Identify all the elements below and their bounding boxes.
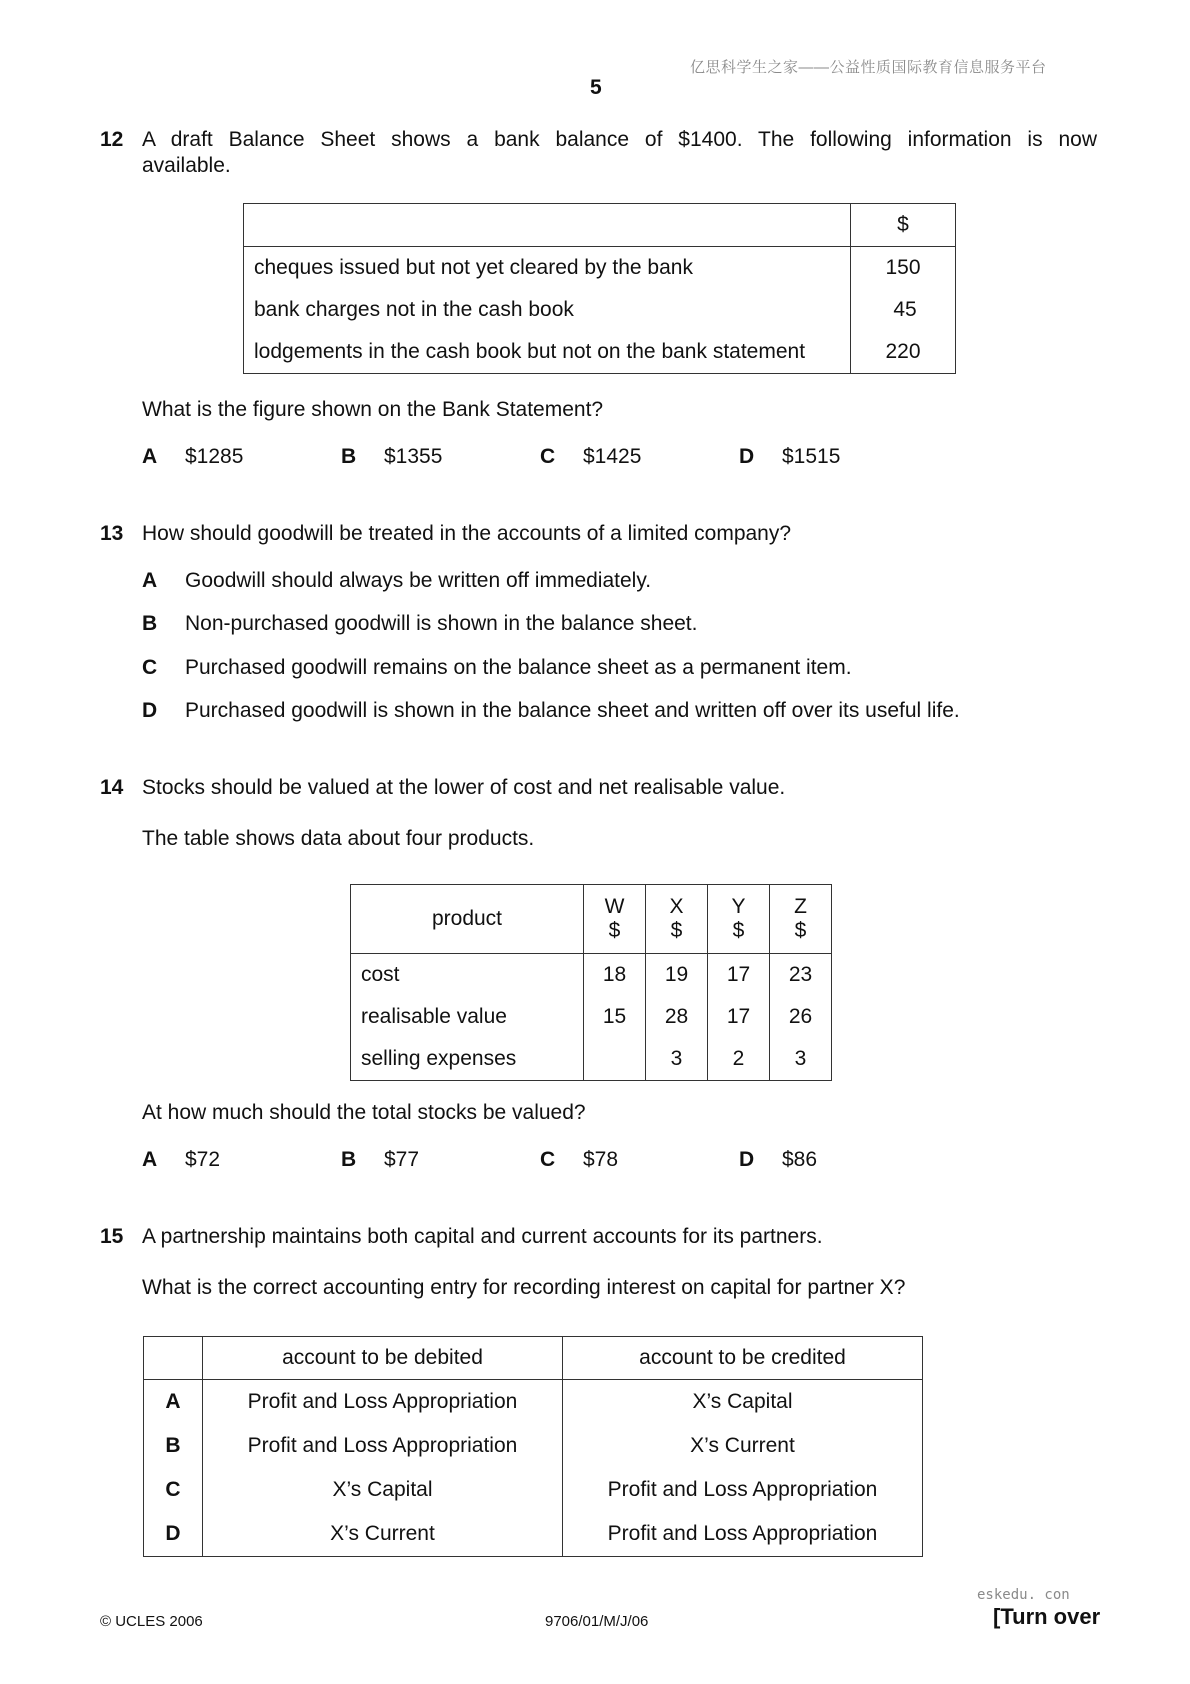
q15-option-letter: B — [144, 1424, 203, 1468]
q12-table-blank-header — [244, 204, 851, 247]
q13-option-a-letter: A — [142, 569, 158, 592]
q15-credit-cell: X’s Capital — [563, 1380, 923, 1425]
q12-row-label: bank charges not in the cash book — [244, 289, 851, 331]
product-unit: $ — [608, 919, 621, 942]
q12-row-value: 150 — [851, 247, 956, 290]
q14-table-header-w — [584, 885, 646, 954]
q14-question: At how much should the total stocks be valued? — [142, 1101, 586, 1124]
table-row — [244, 289, 956, 331]
page-number: 5 — [590, 76, 602, 99]
q13-option-d-text: Purchased goodwill is shown in the balance sheet and written off over its useful life. — [185, 699, 960, 722]
q15-header-debit: account to be debited — [203, 1337, 563, 1380]
q15-option-letter: D — [144, 1512, 203, 1557]
q15-table-blank-header — [144, 1337, 203, 1380]
footer-watermark: eskedu. con — [977, 1587, 1070, 1603]
q13-stem: How should goodwill be treated in the accounts of a limited company? — [142, 522, 792, 545]
q14-cell: 15 — [584, 996, 646, 1038]
q15-option-letter: A — [144, 1380, 203, 1425]
q14-table-header-x — [646, 885, 708, 954]
q12-row-value: 220 — [851, 331, 956, 374]
q14-cell — [584, 1038, 646, 1081]
q15-debit-cell: X’s Capital — [203, 1468, 563, 1512]
q12-table-currency-header: $ — [851, 204, 956, 247]
q14-cell: 26 — [770, 996, 832, 1038]
q15-number: 15 — [100, 1225, 124, 1248]
table-row — [351, 954, 832, 997]
q15-credit-cell: Profit and Loss Appropriation — [563, 1512, 923, 1557]
q12-row-label: cheques issued but not yet cleared by the bank — [244, 247, 851, 290]
q13-number: 13 — [100, 522, 124, 545]
q13-option-d-letter: D — [142, 699, 158, 722]
q13-option-a-text: Goodwill should always be written off immediately. — [185, 569, 652, 592]
product-unit: $ — [732, 919, 745, 942]
q12-option-c-text: $1425 — [583, 445, 642, 468]
q12-question: What is the figure shown on the Bank Statement? — [142, 398, 604, 421]
footer-paper-code: 9706/01/M/J/06 — [545, 1613, 649, 1630]
q12-option-b-letter: B — [341, 445, 357, 468]
q14-stem: Stocks should be valued at the lower of cost and net realisable value. — [142, 776, 786, 799]
q14-cell: 3 — [770, 1038, 832, 1081]
product-name: Z — [794, 895, 807, 918]
q15-option-letter: C — [144, 1468, 203, 1512]
q13-option-c-letter: C — [142, 656, 158, 679]
q14-table — [350, 884, 832, 1081]
q12-option-b-text: $1355 — [384, 445, 443, 468]
q15-credit-cell: Profit and Loss Appropriation — [563, 1468, 923, 1512]
q14-option-c-text: $78 — [583, 1148, 619, 1171]
table-row — [244, 331, 956, 374]
q15-debit-cell: Profit and Loss Appropriation — [203, 1424, 563, 1468]
q15-header-credit: account to be credited — [563, 1337, 923, 1380]
q14-cell: 17 — [708, 954, 770, 997]
table-row — [351, 1038, 832, 1081]
q12-number: 12 — [100, 128, 124, 151]
q14-cell: 23 — [770, 954, 832, 997]
table-row — [351, 996, 832, 1038]
q12-option-d-text: $1515 — [782, 445, 841, 468]
q12-option-a-text: $1285 — [185, 445, 244, 468]
q15-debit-cell: Profit and Loss Appropriation — [203, 1380, 563, 1425]
q14-cell: 17 — [708, 996, 770, 1038]
q14-number: 14 — [100, 776, 124, 799]
q14-cell: 2 — [708, 1038, 770, 1081]
q14-option-d-letter: D — [739, 1148, 755, 1171]
q14-option-d-text: $86 — [782, 1148, 818, 1171]
q13-option-b-letter: B — [142, 612, 158, 635]
q15-table — [143, 1336, 923, 1557]
q14-option-c-letter: C — [540, 1148, 556, 1171]
q13-option-c-text: Purchased goodwill remains on the balance sheet as a permanent item. — [185, 656, 852, 679]
q13-option-b-text: Non-purchased goodwill is shown in the balance sheet. — [185, 612, 698, 635]
product-name: Y — [731, 895, 746, 918]
q14-row-label: cost — [351, 954, 584, 997]
product-unit: $ — [670, 919, 683, 942]
q14-option-a-letter: A — [142, 1148, 158, 1171]
q14-option-a-text: $72 — [185, 1148, 221, 1171]
q14-intro: The table shows data about four products. — [142, 827, 535, 850]
product-name: X — [669, 895, 684, 918]
q15-question: What is the correct accounting entry for recording interest on capital for partner X? — [142, 1276, 906, 1299]
q12-option-a-letter: A — [142, 445, 158, 468]
table-row — [144, 1424, 923, 1468]
q14-option-b-text: $77 — [384, 1148, 420, 1171]
q14-option-b-letter: B — [341, 1148, 357, 1171]
q14-cell: 28 — [646, 996, 708, 1038]
q14-table-header-z — [770, 885, 832, 954]
product-unit: $ — [794, 919, 807, 942]
q12-option-c-letter: C — [540, 445, 556, 468]
q14-row-label: realisable value — [351, 996, 584, 1038]
q12-table — [243, 203, 956, 374]
table-row — [144, 1512, 923, 1557]
q14-table-header-product: product — [351, 885, 584, 954]
q14-cell: 18 — [584, 954, 646, 997]
q15-stem: A partnership maintains both capital and current accounts for its partners. — [142, 1225, 823, 1248]
q12-row-value: 45 — [851, 289, 956, 331]
q12-stem-line1: A draft Balance Sheet shows a bank balance of $1400. The following information is now — [142, 128, 1097, 151]
q12-option-d-letter: D — [739, 445, 755, 468]
table-row — [144, 1380, 923, 1425]
q14-cell: 3 — [646, 1038, 708, 1081]
header-watermark: 亿思科学生之家——公益性质国际教育信息服务平台 — [690, 59, 1047, 76]
table-row — [144, 1468, 923, 1512]
footer-copyright: © UCLES 2006 — [100, 1613, 203, 1630]
q15-credit-cell: X’s Current — [563, 1424, 923, 1468]
product-name: W — [604, 895, 625, 918]
table-row — [244, 247, 956, 290]
q12-row-label: lodgements in the cash book but not on the bank statement — [244, 331, 851, 374]
q14-row-label: selling expenses — [351, 1038, 584, 1081]
q12-stem-line2: available. — [142, 154, 231, 177]
q14-table-header-y — [708, 885, 770, 954]
q14-cell: 19 — [646, 954, 708, 997]
turn-over-label: [Turn over — [993, 1604, 1101, 1629]
q15-debit-cell: X’s Current — [203, 1512, 563, 1557]
